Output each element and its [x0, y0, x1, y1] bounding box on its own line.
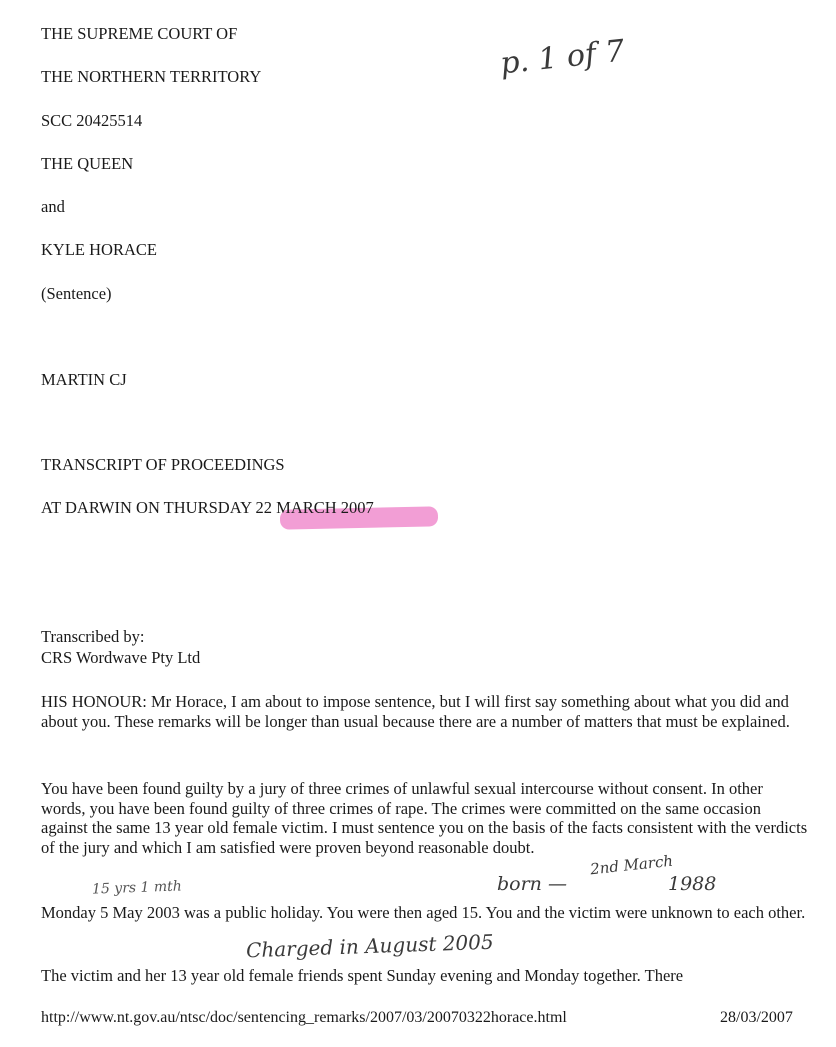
proceeding-type: (Sentence): [41, 284, 112, 303]
court-name-line1: THE SUPREME COURT OF: [41, 24, 238, 43]
judge-name: MARTIN CJ: [41, 370, 127, 389]
paragraph-findings: You have been found guilty by a jury of three crimes of unlawful sexual intercourse without consent. In other words, you have been found guilty of three crimes of rape. The crimes were committed on the same occasion against the same 13 year old female victim. I must sentence you on the basis of the facts consistent with the verdicts of the jury and which I am satisfied were proven beyond reasonable doubt.: [41, 779, 808, 857]
transcribed-label: Transcribed by:: [41, 627, 145, 646]
handwritten-page-note: p. 1 of 7: [498, 33, 627, 82]
paragraph-opening: HIS HONOUR: Mr Horace, I am about to impose sentence, but I will first say something about what you did and about you. These remarks will be longer than usual because there are a number of matters that must be explained.: [41, 692, 790, 731]
party-two: KYLE HORACE: [41, 240, 157, 259]
handwritten-charged-note: Charged in August 2005: [245, 929, 495, 963]
transcript-title: TRANSCRIPT OF PROCEEDINGS: [41, 455, 285, 474]
transcriber-company: CRS Wordwave Pty Ltd: [41, 648, 201, 667]
location-date: AT DARWIN ON THURSDAY 22 MARCH 2007: [41, 498, 374, 517]
paragraph-facts: Monday 5 May 2003 was a public holiday. You were then aged 15. You and the victim were unknown to each other.: [41, 903, 806, 922]
handwritten-born-label: born —: [497, 873, 567, 895]
paragraph-continued: The victim and her 13 year old female friends spent Sunday evening and Monday together. There: [41, 966, 684, 985]
footer-date: 28/03/2007: [720, 1009, 793, 1026]
handwritten-born-day: 2nd March: [589, 851, 674, 879]
conjunction: and: [41, 197, 65, 216]
party-one: THE QUEEN: [41, 154, 134, 173]
handwritten-age-note: 15 yrs 1 mth: [91, 878, 183, 898]
footer-url: http://www.nt.gov.au/ntsc/doc/sentencing_remarks/2007/03/20070322horace.html: [41, 1009, 567, 1026]
case-number: SCC 20425514: [41, 111, 143, 130]
court-name-line2: THE NORTHERN TERRITORY: [41, 67, 262, 86]
handwritten-born-year: 1988: [668, 873, 717, 895]
